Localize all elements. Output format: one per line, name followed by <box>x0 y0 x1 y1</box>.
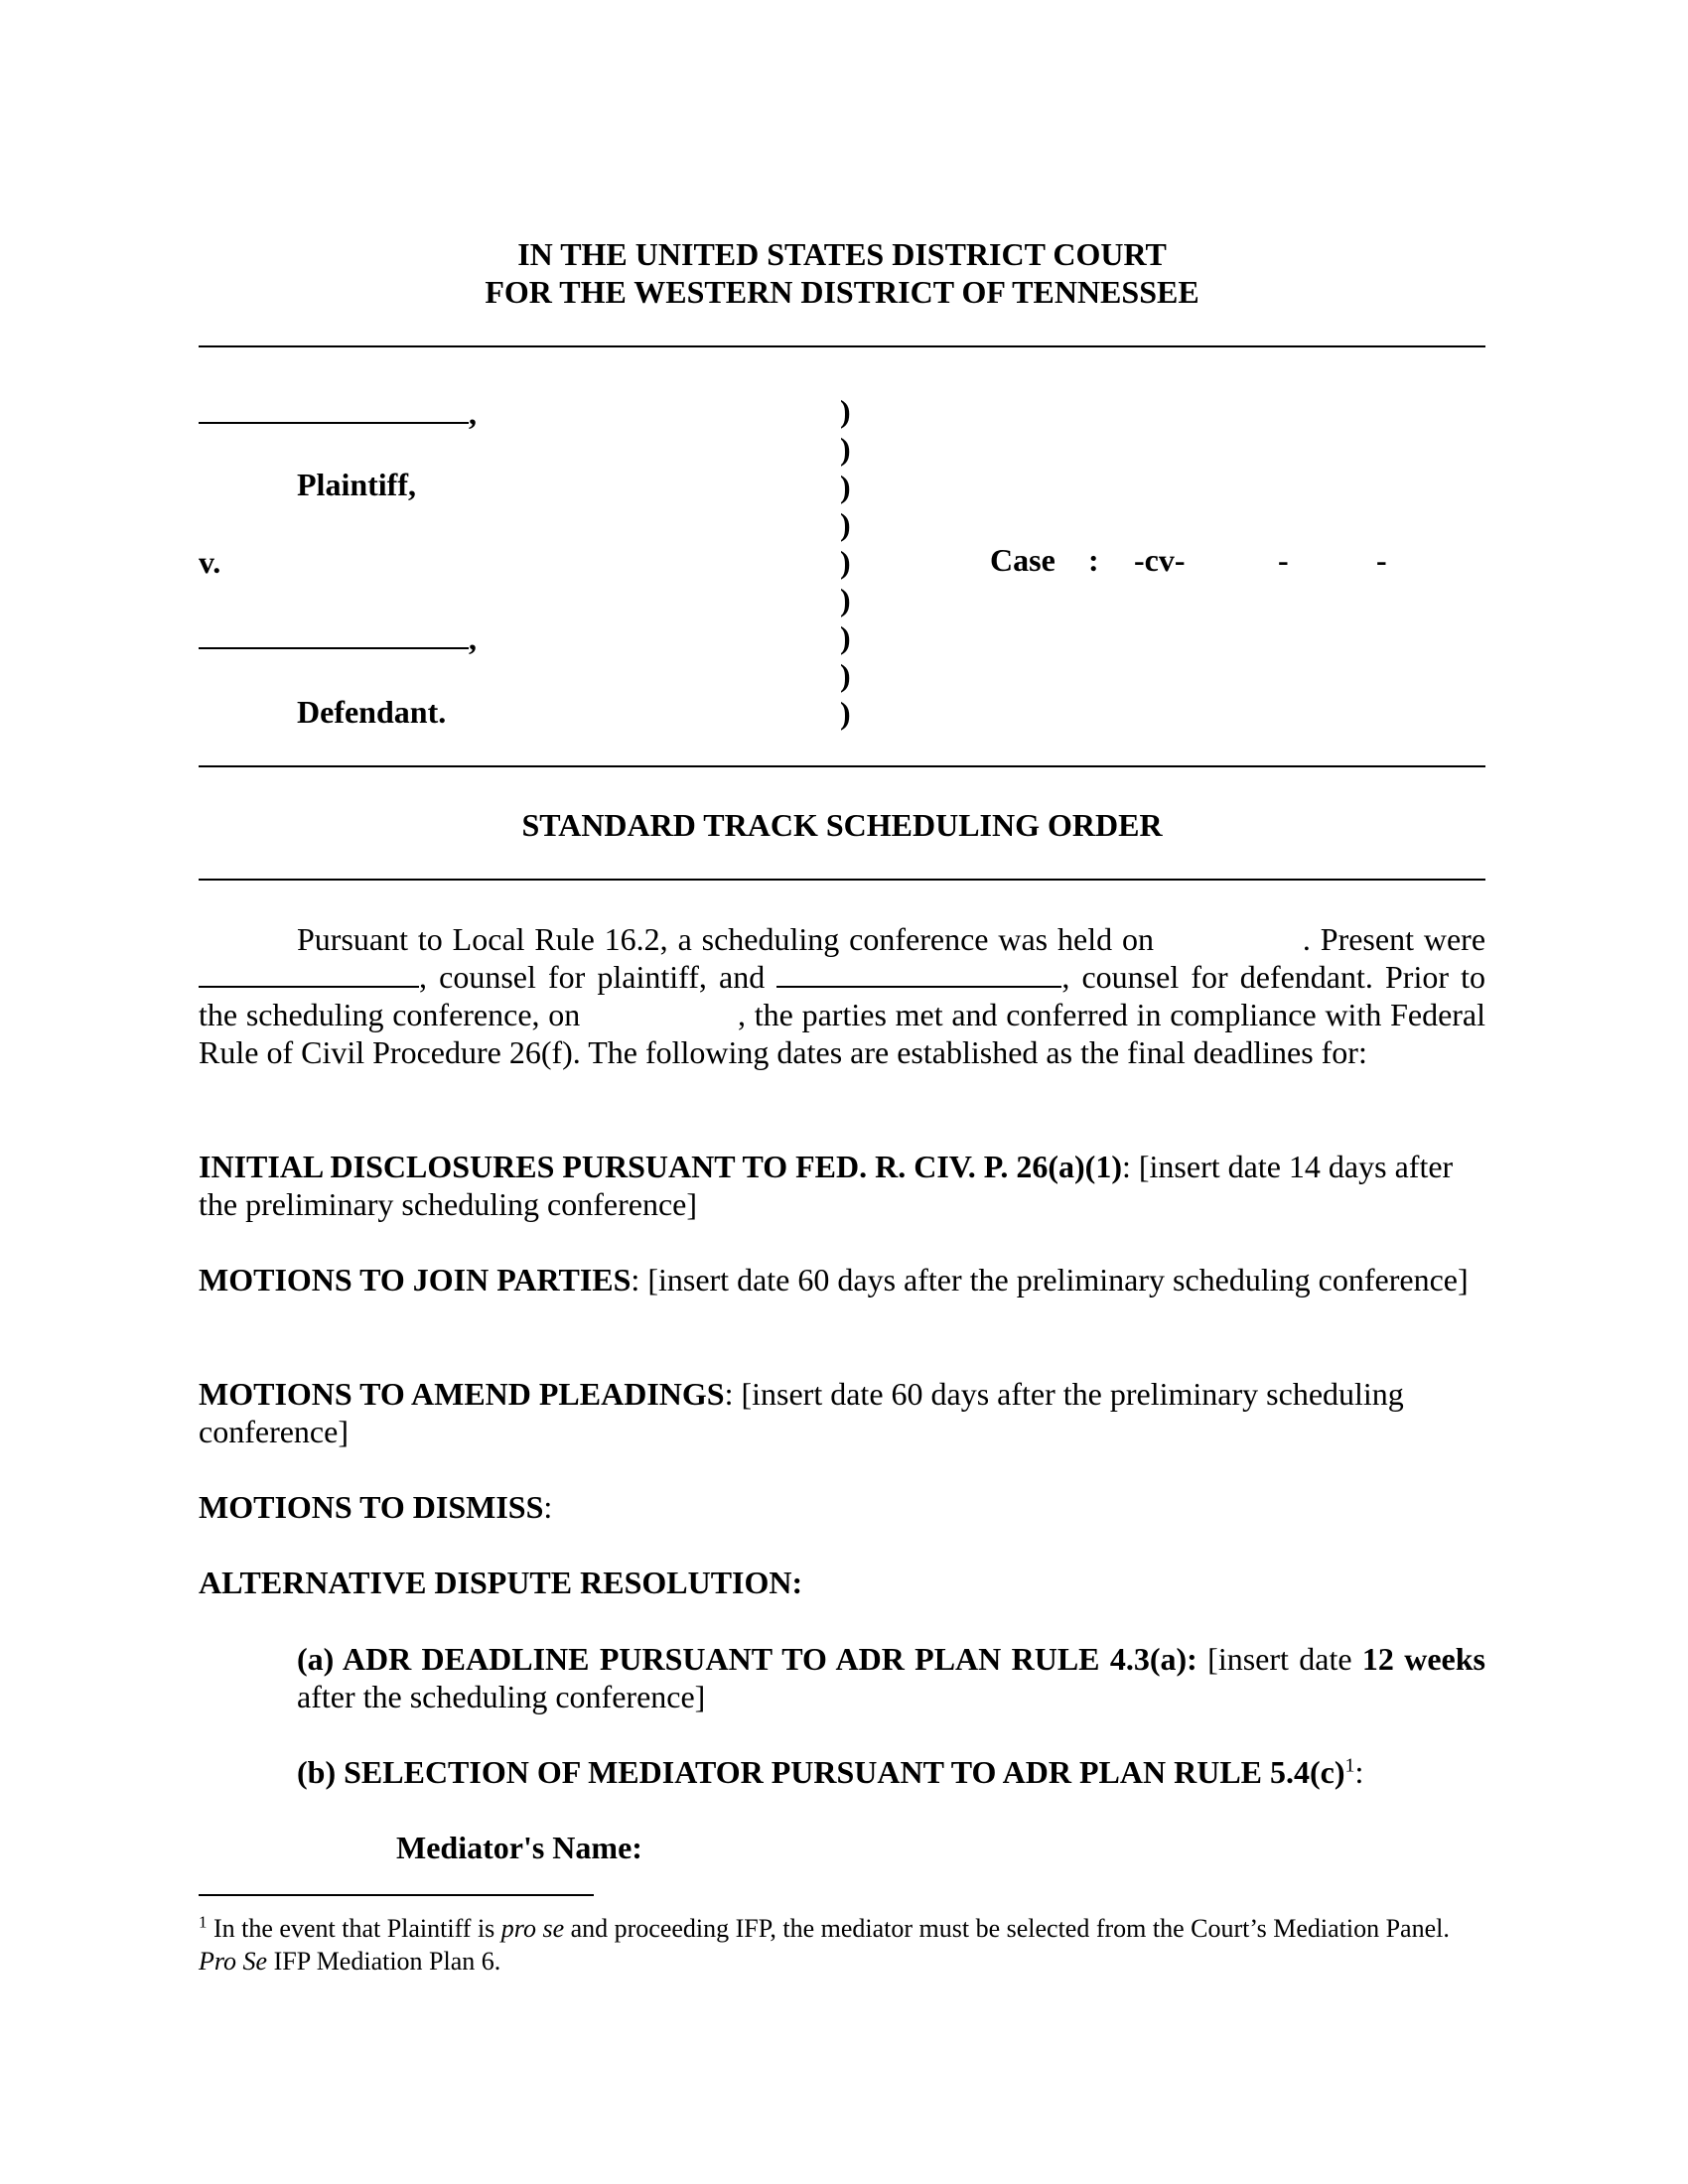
mediator-selection-colon: : <box>1354 1754 1364 1790</box>
intro-paragraph <box>199 920 1485 1071</box>
adr-heading: ALTERNATIVE DISPUTE RESOLUTION: <box>199 1565 803 1600</box>
footnote-text-2: and proceeding IFP, the mediator must be selected from the Court’s Mediation Panel. <box>564 1914 1450 1943</box>
amend-pleadings-text: : [insert date 60 days after the preliminary scheduling conference] <box>199 1376 1404 1449</box>
adr-deadline-heading: (a) ADR DEADLINE PURSUANT TO ADR PLAN RULE 4.3(a): <box>297 1641 1197 1677</box>
footnote-ref: 1 <box>1344 1754 1355 1777</box>
meet-confer-date-blank <box>589 996 738 1025</box>
order-title: STANDARD TRACK SCHEDULING ORDER <box>521 807 1163 843</box>
intro-text-3: , counsel for plaintiff, and <box>419 959 766 995</box>
court-line-1: IN THE UNITED STATES DISTRICT COURT <box>517 236 1167 272</box>
intro-text-2: . Present were <box>1302 921 1486 957</box>
intro-text-4: , counsel for defendant. Prior to the scheduling conference, on <box>199 959 1486 1032</box>
adr-deadline-weeks: 12 weeks <box>1361 1641 1486 1677</box>
footnote-rule <box>199 1894 594 1896</box>
court-heading <box>199 235 1485 311</box>
dismiss-text: : <box>543 1489 553 1525</box>
adr-deadline-text-2: after the scheduling conference] <box>297 1679 706 1714</box>
caption-paren: ) <box>840 431 851 467</box>
footnote-text-1: In the event that Plaintiff is <box>207 1914 501 1943</box>
caption-rule <box>199 765 1485 767</box>
plaintiff-counsel-blank <box>199 958 419 988</box>
defendant-label: Defendant. <box>297 694 447 730</box>
title-rule <box>199 879 1485 881</box>
adr-deadline-section <box>297 1640 1485 1715</box>
defendant-name-blank <box>199 619 469 649</box>
defendant-comma: , <box>469 620 477 656</box>
plaintiff-name-blank <box>199 394 469 424</box>
intro-text-1: Pursuant to Local Rule 16.2, a scheduling conference was held on <box>297 921 1154 957</box>
caption-paren: ) <box>840 695 851 731</box>
join-parties-text: : [insert date 60 days after the preliminary scheduling conference] <box>631 1262 1469 1297</box>
court-line-2: FOR THE WESTERN DISTRICT OF TENNESSEE <box>485 274 1199 310</box>
caption-paren: ) <box>840 506 851 542</box>
caption-paren: ) <box>840 582 851 617</box>
amend-pleadings-section <box>199 1375 1485 1450</box>
caption-paren: ) <box>840 469 851 504</box>
mediator-selection-heading: (b) SELECTION OF MEDIATOR PURSUANT TO ADR PLAN RULE 5.4(c) <box>297 1754 1345 1790</box>
conference-date-blank <box>1164 920 1303 950</box>
versus-label: v. <box>199 544 221 580</box>
dismiss-section <box>199 1488 1485 1526</box>
join-parties-section <box>199 1261 1485 1298</box>
case-label: Case <box>990 542 1055 578</box>
plaintiff-label: Plaintiff, <box>297 467 416 502</box>
heading-rule <box>199 345 1485 347</box>
case-dash: - <box>1376 542 1387 578</box>
case-cv: -cv- <box>1134 542 1186 578</box>
footnote-italic-2: Pro Se <box>199 1947 268 1976</box>
mediator-name-label: Mediator's Name: <box>396 1830 642 1865</box>
amend-pleadings-heading: MOTIONS TO AMEND PLEADINGS <box>199 1376 725 1412</box>
caption-paren: ) <box>840 393 851 429</box>
defendant-counsel-blank <box>776 958 1061 988</box>
footnote-text-3: IFP Mediation Plan 6. <box>267 1947 501 1976</box>
footnote-italic-1: pro se <box>500 1914 565 1943</box>
footnote-mark: 1 <box>199 1912 208 1932</box>
adr-deadline-text-1: [insert date <box>1207 1641 1352 1677</box>
intro-text-5: , the parties met and conferred in compliance with Federal Rule of Civil Procedure 26(f). The following dates are established as the final deadlines for: <box>199 997 1486 1070</box>
plaintiff-name-line <box>199 394 477 432</box>
case-dash: - <box>1278 542 1289 578</box>
case-colon: : <box>1088 542 1099 578</box>
caption-paren: ) <box>840 657 851 693</box>
caption-paren: ) <box>840 619 851 655</box>
plaintiff-comma: , <box>469 395 477 431</box>
defendant-name-line <box>199 619 477 657</box>
footnote <box>199 1912 1485 1978</box>
initial-disclosures-text: : [insert date 14 days after the preliminary scheduling conference] <box>199 1149 1454 1222</box>
caption-paren: ) <box>840 544 851 580</box>
dismiss-heading: MOTIONS TO DISMISS <box>199 1489 544 1525</box>
join-parties-heading: MOTIONS TO JOIN PARTIES <box>199 1262 632 1297</box>
mediator-selection-section <box>297 1753 1485 1791</box>
initial-disclosures-section <box>199 1148 1485 1223</box>
initial-disclosures-heading: INITIAL DISCLOSURES PURSUANT TO FED. R. CIV. P. 26(a)(1) <box>199 1149 1122 1184</box>
